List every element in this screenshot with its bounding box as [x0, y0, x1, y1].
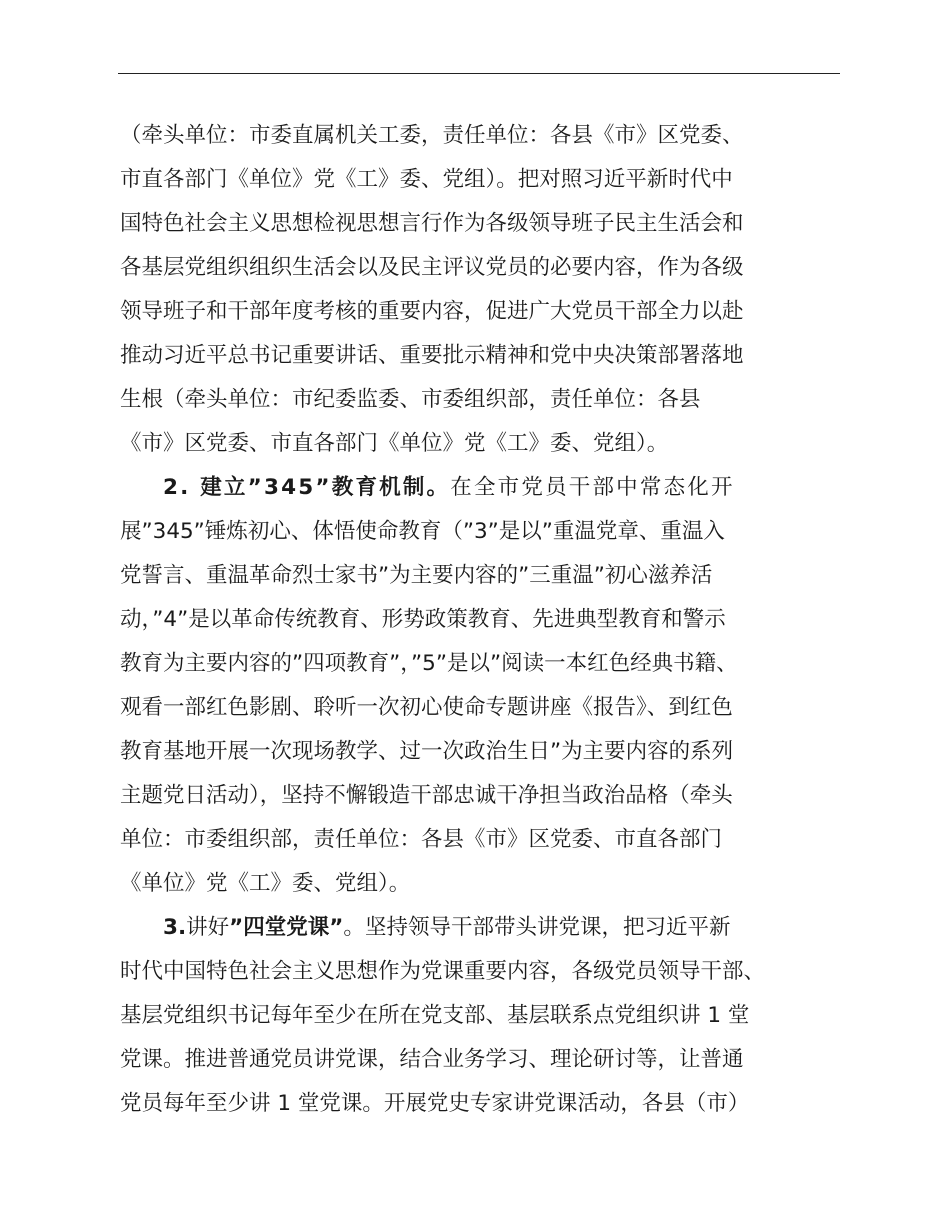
text-line: 基层党组织书记每年至少在所在党支部、基层联系点党组织讲 1 堂 [120, 1003, 750, 1028]
text-line: 展”345”锤炼初心、体悟使命教育（”3”是以”重温党章、重温入 [120, 519, 725, 544]
text-line: 党员每年至少讲 1 堂党课。开展党史专家讲党课活动，各县（市） [120, 1091, 750, 1116]
text-line: 党誓言、重温革命烈士家书”为主要内容的”三重温”初心滋养活 [120, 563, 713, 588]
paragraph-2-heading: 2. 建立”345”教育机制。 [163, 475, 451, 500]
text-line: 市直各部门《单位》党《工》委、党组）。把对照习近平新时代中 [120, 167, 733, 192]
text-line: （牵头单位：市委直属机关工委，责任单位：各县《市》区党委、 [120, 123, 744, 148]
paragraph-3-heading-quote: ”四堂党课” [229, 915, 344, 940]
text-line: 《单位》党《工》委、党组）。 [120, 871, 411, 896]
paragraph-3-first-line: 坚持领导干部带头讲党课，把习近平新 [364, 915, 731, 940]
text-line: 时代中国特色社会主义思想作为党课重要内容，各级党员领导干部、 [120, 959, 766, 984]
text-line: 国特色社会主义思想检视思想言行作为各级领导班子民主生活会和 [120, 211, 744, 236]
text-line: 推动习近平总书记重要讲话、重要批示精神和党中央决策部署落地 [120, 343, 744, 368]
paragraph-3-heading-number: 3. [163, 915, 187, 940]
text-line [120, 466, 840, 510]
text-line: 教育基地开展一次现场教学、过一次政治生日”为主要内容的系列 [120, 739, 734, 764]
text-line: 教育为主要内容的”四项教育”，”5”是以”阅读一本红色经典书籍、 [120, 651, 738, 676]
text-line: 主题党日活动），坚持不懈锻造干部忠诚干净担当政治品格（牵头 [120, 783, 733, 808]
paragraph-3 [120, 906, 840, 1126]
paragraph-1 [120, 114, 840, 466]
text-line: 单位：市委组织部，责任单位：各县《市》区党委、市直各部门 [120, 827, 723, 852]
paragraph-2 [120, 466, 840, 906]
text-line: 领导班子和干部年度考核的重要内容，促进广大党员干部全力以赴 [120, 299, 744, 324]
text-line: 《市》区党委、市直各部门《单位》党《工》委、党组）。 [120, 431, 669, 456]
text-line [120, 906, 840, 950]
text-line: 观看一部红色影剧、聆听一次初心使命专题讲座《报告》、到红色 [120, 695, 733, 720]
paragraph-3-heading-end: 。 [343, 915, 365, 940]
text-line: 动，”4”是以革命传统教育、形势政策教育、先进典型教育和警示 [120, 607, 726, 632]
text-line: 生根（牵头单位：市纪委监委、市委组织部，责任单位：各县 [120, 387, 701, 412]
text-line: 党课。推进普通党员讲党课，结合业务学习、理论研讨等，让普通 [120, 1047, 744, 1072]
text-line: 各基层党组织组织生活会以及民主评议党员的必要内容，作为各级 [120, 255, 744, 280]
paragraph-2-first-line: 在全市党员干部中常态化开 [450, 475, 735, 500]
header-rule [118, 73, 840, 74]
paragraph-3-heading-text: 讲好 [186, 915, 230, 940]
document-body [120, 114, 840, 1126]
